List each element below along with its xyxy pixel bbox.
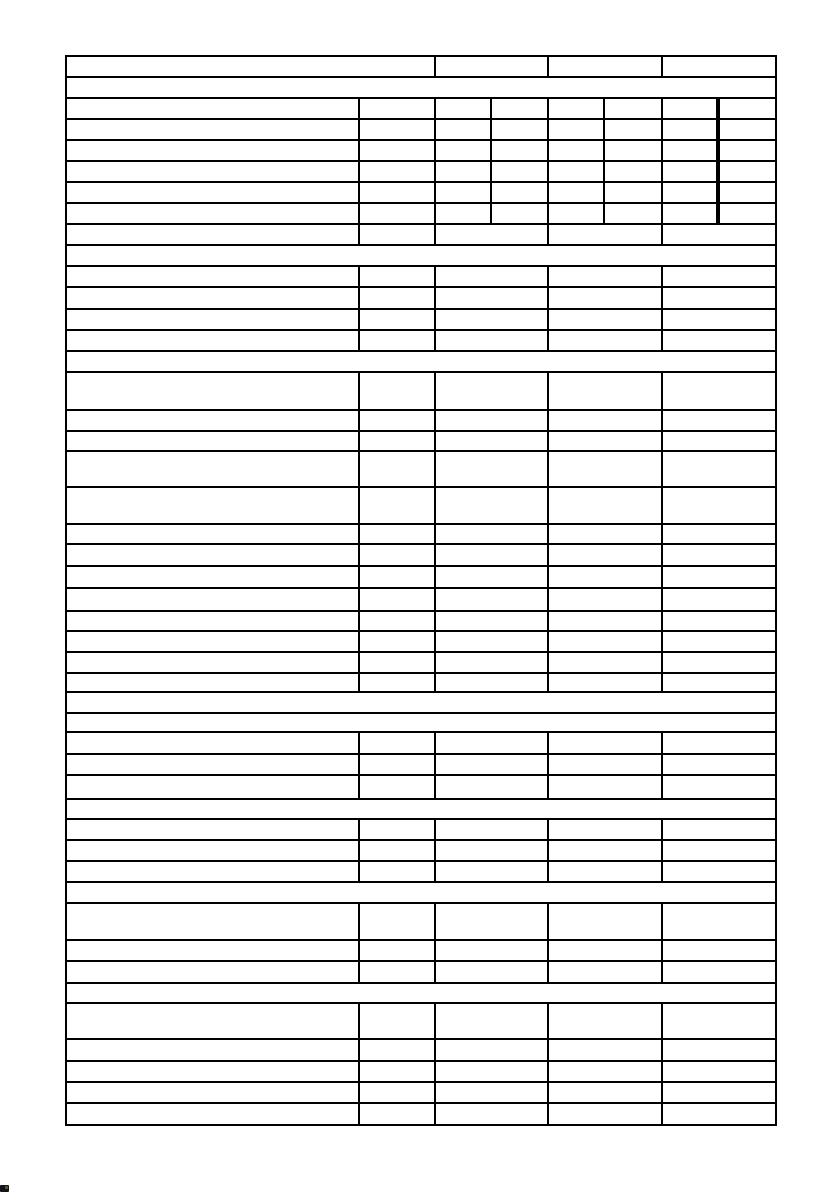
table-row — [67, 183, 775, 204]
table-cell — [663, 310, 775, 329]
table-row-full — [67, 246, 775, 267]
table-cell — [549, 589, 663, 610]
table-cell — [549, 674, 663, 691]
table-cell — [360, 310, 436, 329]
table-row — [67, 162, 775, 183]
table-cell — [436, 755, 549, 774]
table-cell — [663, 432, 775, 450]
table-cell — [67, 1104, 360, 1126]
form-table — [65, 55, 777, 1126]
table-cell — [436, 653, 549, 672]
table-row-full — [67, 78, 775, 99]
table-cell — [436, 288, 549, 308]
table-cell — [360, 904, 436, 939]
table-cell — [67, 1004, 360, 1038]
table-cell — [549, 941, 663, 960]
table-row — [67, 820, 775, 841]
table-cell — [436, 862, 549, 881]
table-cell — [360, 204, 436, 223]
table-cell — [549, 525, 663, 543]
table-cell — [360, 488, 436, 523]
table-cell — [663, 1083, 775, 1102]
table-cell — [436, 141, 492, 160]
table-cell — [67, 820, 360, 839]
table-cell — [663, 225, 775, 244]
table-cell — [67, 57, 436, 76]
table-cell — [605, 183, 663, 202]
table-cell — [436, 204, 492, 223]
table-cell — [663, 488, 775, 523]
table-cell — [67, 78, 775, 97]
table-cell — [360, 162, 436, 181]
table-cell — [663, 373, 775, 409]
table-row — [67, 331, 775, 352]
table-cell — [436, 1040, 549, 1060]
table-cell — [67, 567, 360, 587]
table-cell — [549, 776, 663, 798]
table-row-full — [67, 800, 775, 820]
table-cell — [663, 1062, 775, 1081]
table-cell — [663, 57, 775, 76]
table-cell — [67, 674, 360, 691]
table-cell — [720, 99, 775, 118]
table-cell — [549, 862, 663, 881]
table-cell — [663, 567, 775, 587]
table-cell — [663, 452, 775, 486]
table-cell — [67, 331, 360, 350]
table-cell — [67, 755, 360, 774]
table-cell — [436, 525, 549, 543]
table-row — [67, 567, 775, 589]
table-cell — [549, 820, 663, 839]
table-row — [67, 545, 775, 567]
table-cell — [67, 99, 360, 118]
table-row — [67, 1083, 775, 1104]
table-cell — [436, 1004, 549, 1038]
table-cell — [663, 820, 775, 839]
table-cell — [360, 1083, 436, 1102]
table-cell — [360, 432, 436, 450]
table-cell — [492, 183, 549, 202]
table-cell — [549, 452, 663, 486]
table-cell — [67, 1062, 360, 1081]
table-cell — [549, 545, 663, 565]
table-cell — [492, 141, 549, 160]
table-cell — [663, 962, 775, 982]
table-cell — [663, 941, 775, 960]
table-cell — [436, 776, 549, 798]
table-cell — [360, 288, 436, 308]
table-cell — [436, 612, 549, 630]
table-cell — [605, 120, 663, 139]
table-cell — [663, 1104, 775, 1126]
table-row — [67, 141, 775, 162]
table-cell — [360, 733, 436, 753]
table-cell — [67, 612, 360, 630]
table-cell — [67, 714, 775, 731]
table-cell — [663, 288, 775, 308]
table-cell — [360, 411, 436, 430]
table-cell — [436, 310, 549, 329]
table-cell — [549, 1004, 663, 1038]
table-cell — [67, 411, 360, 430]
table-cell — [360, 1004, 436, 1038]
table-cell — [549, 331, 663, 350]
table-cell — [360, 820, 436, 839]
table-cell — [436, 733, 549, 753]
table-row — [67, 1004, 775, 1040]
table-cell — [436, 162, 492, 181]
table-cell — [67, 693, 775, 712]
table-row — [67, 225, 775, 246]
table-cell — [360, 452, 436, 486]
table-cell — [67, 545, 360, 565]
table-row — [67, 632, 775, 653]
table-row-full — [67, 693, 775, 714]
table-row-full — [67, 883, 775, 904]
table-cell — [549, 411, 663, 430]
table-row — [67, 411, 775, 432]
table-row — [67, 488, 775, 525]
table-cell — [67, 183, 360, 202]
table-cell — [549, 632, 663, 651]
table-cell — [663, 653, 775, 672]
table-cell — [436, 267, 549, 286]
table-cell — [720, 183, 775, 202]
table-cell — [360, 525, 436, 543]
table-cell — [549, 612, 663, 630]
table-cell — [663, 411, 775, 430]
table-cell — [549, 567, 663, 587]
table-cell — [549, 841, 663, 860]
table-cell — [360, 862, 436, 881]
table-cell — [549, 432, 663, 450]
table-cell — [67, 962, 360, 982]
table-row — [67, 432, 775, 452]
table-cell — [549, 733, 663, 753]
table-cell — [67, 352, 775, 371]
table-cell — [549, 310, 663, 329]
table-row — [67, 120, 775, 141]
table-cell — [663, 862, 775, 881]
table-row — [67, 841, 775, 862]
table-cell — [663, 674, 775, 691]
table-row — [67, 612, 775, 632]
table-cell — [436, 962, 549, 982]
table-cell — [360, 962, 436, 982]
table-cell — [720, 120, 775, 139]
table-cell — [67, 862, 360, 881]
table-cell — [360, 612, 436, 630]
table-cell — [663, 545, 775, 565]
table-row — [67, 589, 775, 612]
table-cell — [549, 962, 663, 982]
table-cell — [67, 246, 775, 265]
table-cell — [436, 411, 549, 430]
table-cell — [67, 904, 360, 939]
table-row — [67, 373, 775, 411]
table-cell — [360, 1104, 436, 1126]
table-cell — [605, 141, 663, 160]
table-row — [67, 776, 775, 800]
table-cell — [436, 674, 549, 691]
table-row — [67, 755, 775, 776]
table-cell — [436, 904, 549, 939]
table-cell — [436, 1062, 549, 1081]
table-cell — [549, 373, 663, 409]
corner-mark — [0, 1185, 9, 1192]
table-cell — [663, 120, 720, 139]
table-cell — [663, 204, 720, 223]
table-cell — [436, 99, 492, 118]
table-cell — [549, 120, 605, 139]
table-cell — [360, 632, 436, 651]
table-cell — [549, 204, 605, 223]
table-row — [67, 1040, 775, 1062]
table-cell — [67, 120, 360, 139]
table-row-full — [67, 714, 775, 733]
table-cell — [67, 800, 775, 818]
table-cell — [436, 373, 549, 409]
table-cell — [360, 99, 436, 118]
table-row — [67, 57, 775, 78]
table-row-full — [67, 984, 775, 1004]
table-row — [67, 452, 775, 488]
table-cell — [67, 776, 360, 798]
table-cell — [67, 941, 360, 960]
table-cell — [549, 1083, 663, 1102]
table-cell — [67, 1083, 360, 1102]
table-row — [67, 310, 775, 331]
table-cell — [549, 1040, 663, 1060]
table-cell — [492, 120, 549, 139]
table-cell — [436, 225, 549, 244]
table-cell — [720, 141, 775, 160]
table-row — [67, 941, 775, 962]
table-cell — [663, 162, 720, 181]
table-cell — [436, 488, 549, 523]
table-cell — [436, 331, 549, 350]
table-cell — [360, 1062, 436, 1081]
table-cell — [436, 545, 549, 565]
table-cell — [67, 841, 360, 860]
table-cell — [549, 225, 663, 244]
table-cell — [663, 331, 775, 350]
table-cell — [360, 841, 436, 860]
table-cell — [720, 162, 775, 181]
table-cell — [549, 755, 663, 774]
table-cell — [360, 545, 436, 565]
table-cell — [360, 120, 436, 139]
table-cell — [605, 162, 663, 181]
table-row — [67, 962, 775, 984]
table-cell — [663, 776, 775, 798]
table-cell — [67, 589, 360, 610]
table-cell — [67, 525, 360, 543]
table-cell — [436, 183, 492, 202]
table-cell — [436, 120, 492, 139]
table-cell — [67, 288, 360, 308]
table-cell — [360, 225, 436, 244]
table-cell — [663, 267, 775, 286]
table-cell — [360, 183, 436, 202]
table-cell — [67, 204, 360, 223]
table-cell — [549, 141, 605, 160]
table-cell — [67, 488, 360, 523]
table-cell — [663, 904, 775, 939]
table-cell — [663, 99, 720, 118]
table-row — [67, 674, 775, 693]
table-row — [67, 267, 775, 288]
table-cell — [360, 755, 436, 774]
table-cell — [67, 162, 360, 181]
table-cell — [360, 567, 436, 587]
table-cell — [605, 99, 663, 118]
table-cell — [492, 99, 549, 118]
table-cell — [492, 162, 549, 181]
table-cell — [67, 1040, 360, 1060]
table-cell — [67, 225, 360, 244]
table-cell — [549, 57, 663, 76]
table-cell — [663, 1040, 775, 1060]
table-cell — [663, 841, 775, 860]
table-cell — [549, 288, 663, 308]
table-cell — [360, 674, 436, 691]
table-cell — [549, 162, 605, 181]
table-cell — [67, 141, 360, 160]
table-row — [67, 204, 775, 225]
table-row — [67, 525, 775, 545]
table-cell — [492, 204, 549, 223]
table-cell — [67, 883, 775, 902]
table-cell — [549, 488, 663, 523]
table-cell — [67, 310, 360, 329]
table-cell — [663, 1004, 775, 1038]
table-cell — [360, 331, 436, 350]
table-cell — [549, 267, 663, 286]
table-cell — [663, 733, 775, 753]
table-cell — [549, 1104, 663, 1126]
table-cell — [436, 452, 549, 486]
table-cell — [549, 99, 605, 118]
table-cell — [67, 984, 775, 1002]
table-row — [67, 1104, 775, 1126]
table-cell — [360, 589, 436, 610]
table-cell — [67, 432, 360, 450]
table-cell — [720, 204, 775, 223]
table-cell — [436, 632, 549, 651]
table-cell — [436, 432, 549, 450]
table-cell — [360, 267, 436, 286]
table-cell — [549, 904, 663, 939]
table-cell — [360, 653, 436, 672]
table-cell — [436, 589, 549, 610]
table-cell — [436, 820, 549, 839]
table-cell — [67, 373, 360, 409]
table-cell — [436, 1104, 549, 1126]
table-cell — [549, 183, 605, 202]
table-cell — [67, 653, 360, 672]
table-cell — [436, 567, 549, 587]
table-row-full — [67, 352, 775, 373]
table-row — [67, 862, 775, 883]
table-cell — [67, 267, 360, 286]
table-cell — [436, 1083, 549, 1102]
table-cell — [605, 204, 663, 223]
table-cell — [360, 776, 436, 798]
table-row — [67, 653, 775, 674]
table-cell — [663, 141, 720, 160]
table-cell — [663, 755, 775, 774]
table-cell — [67, 733, 360, 753]
table-cell — [663, 612, 775, 630]
table-cell — [663, 525, 775, 543]
table-cell — [436, 57, 549, 76]
table-cell — [67, 632, 360, 651]
table-cell — [549, 1062, 663, 1081]
table-cell — [549, 653, 663, 672]
table-row — [67, 904, 775, 941]
table-row — [67, 99, 775, 120]
table-cell — [360, 1040, 436, 1060]
table-cell — [436, 941, 549, 960]
table-cell — [360, 373, 436, 409]
table-row — [67, 1062, 775, 1083]
table-cell — [67, 452, 360, 486]
table-row — [67, 288, 775, 310]
table-row — [67, 733, 775, 755]
table-cell — [663, 183, 720, 202]
table-cell — [360, 941, 436, 960]
table-cell — [663, 632, 775, 651]
table-cell — [663, 589, 775, 610]
table-cell — [360, 141, 436, 160]
table-cell — [436, 841, 549, 860]
